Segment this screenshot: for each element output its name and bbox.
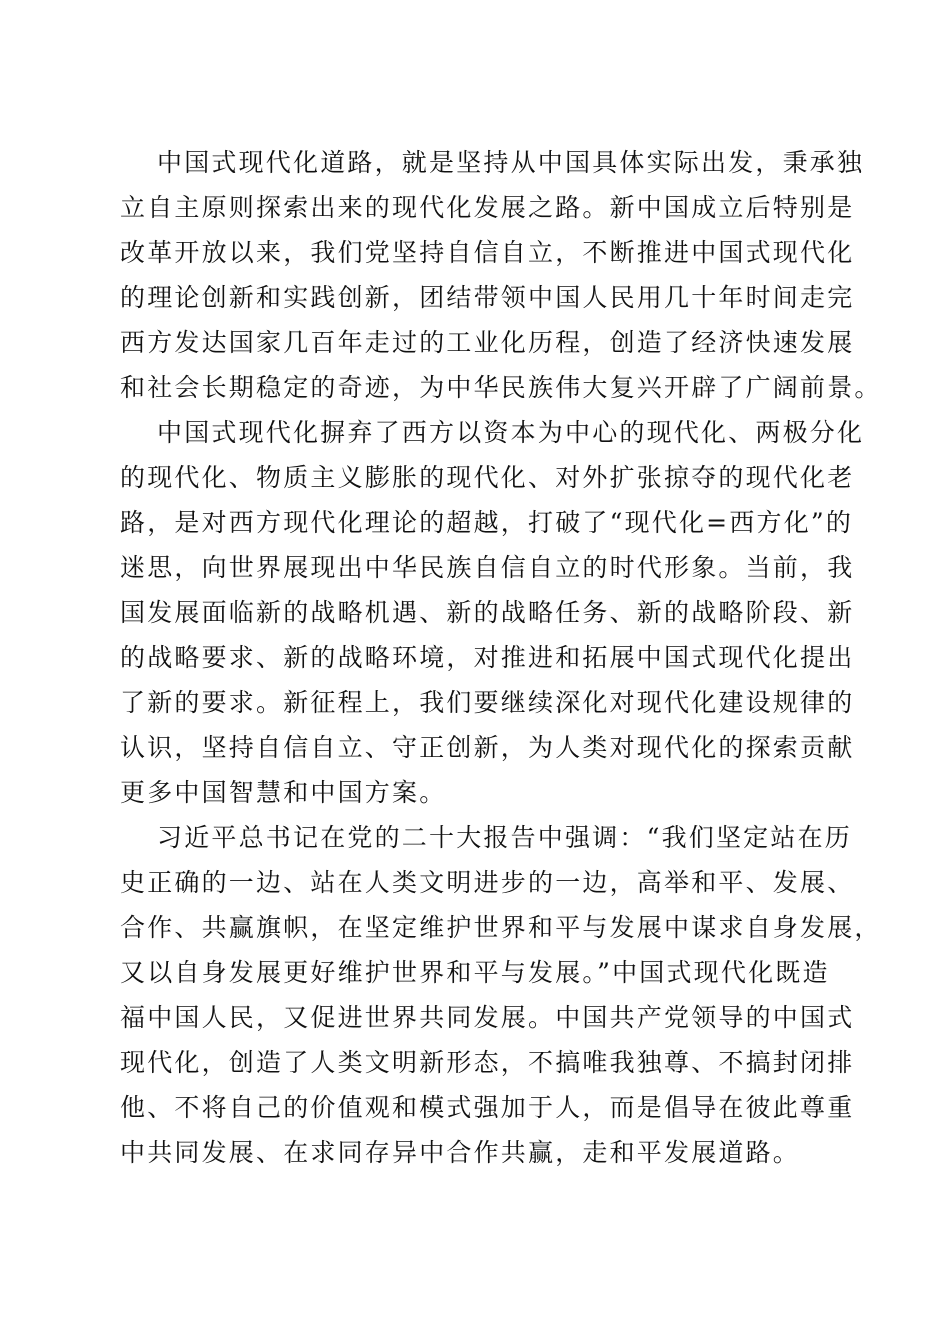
paragraph-line: 中共同发展、在求同存异中合作共赢，走和平发展道路。 xyxy=(120,1138,801,1167)
paragraph-line: 福中国人民，又促进世界共同发展。中国共产党领导的中国式 xyxy=(120,1003,855,1032)
paragraph-line: 了新的要求。新征程上，我们要继续深化对现代化建设规律的 xyxy=(120,688,855,717)
paragraph-line: 史正确的一边、站在人类文明进步的一边，高举和平、发展、 xyxy=(120,868,855,897)
paragraph-line: 中国式现代化道路，就是坚持从中国具体实际出发，秉承独 xyxy=(157,148,865,177)
paragraph-line: 的现代化、物质主义膨胀的现代化、对外扩张掠夺的现代化老 xyxy=(120,463,855,492)
paragraph-line: 西方发达国家几百年走过的工业化历程，创造了经济快速发展 xyxy=(120,328,855,357)
paragraph-line: 认识，坚持自信自立、守正创新，为人类对现代化的探索贡献 xyxy=(120,733,855,762)
paragraph-line: 和社会长期稳定的奇迹，为中华民族伟大复兴开辟了广阔前景。 xyxy=(120,373,882,402)
paragraph-line: 合作、共赢旗帜，在坚定维护世界和平与发展中谋求自身发展， xyxy=(120,913,882,942)
paragraph-line: 国发展面临新的战略机遇、新的战略任务、新的战略阶段、新 xyxy=(120,598,855,627)
paragraph-line: 又以自身发展更好维护世界和平与发展。”中国式现代化既造 xyxy=(120,958,830,987)
paragraph-line: 他、不将自己的价值观和模式强加于人，而是倡导在彼此尊重 xyxy=(120,1093,855,1122)
paragraph-line: 路，是对西方现代化理论的超越，打破了“现代化=西方化”的 xyxy=(120,508,854,537)
paragraph-line: 的战略要求、新的战略环境，对推进和拓展中国式现代化提出 xyxy=(120,643,855,672)
paragraph-line: 更多中国智慧和中国方案。 xyxy=(120,778,447,807)
document-body xyxy=(120,140,882,1175)
paragraph-3 xyxy=(120,815,882,1175)
paragraph-line: 改革开放以来，我们党坚持自信自立，不断推进中国式现代化 xyxy=(120,238,855,267)
paragraph-line: 现代化，创造了人类文明新形态，不搞唯我独尊、不搞封闭排 xyxy=(120,1048,855,1077)
paragraph-1 xyxy=(120,140,882,410)
paragraph-line: 习近平总书记在党的二十大报告中强调：“我们坚定站在历 xyxy=(157,823,852,852)
paragraph-line: 的理论创新和实践创新，团结带领中国人民用几十年时间走完 xyxy=(120,283,855,312)
paragraph-2 xyxy=(120,410,865,815)
paragraph-line: 中国式现代化摒弃了西方以资本为中心的现代化、两极分化 xyxy=(157,418,865,447)
paragraph-line: 立自主原则探索出来的现代化发展之路。新中国成立后特别是 xyxy=(120,193,855,222)
paragraph-line: 迷思，向世界展现出中华民族自信自立的时代形象。当前，我 xyxy=(120,553,855,582)
